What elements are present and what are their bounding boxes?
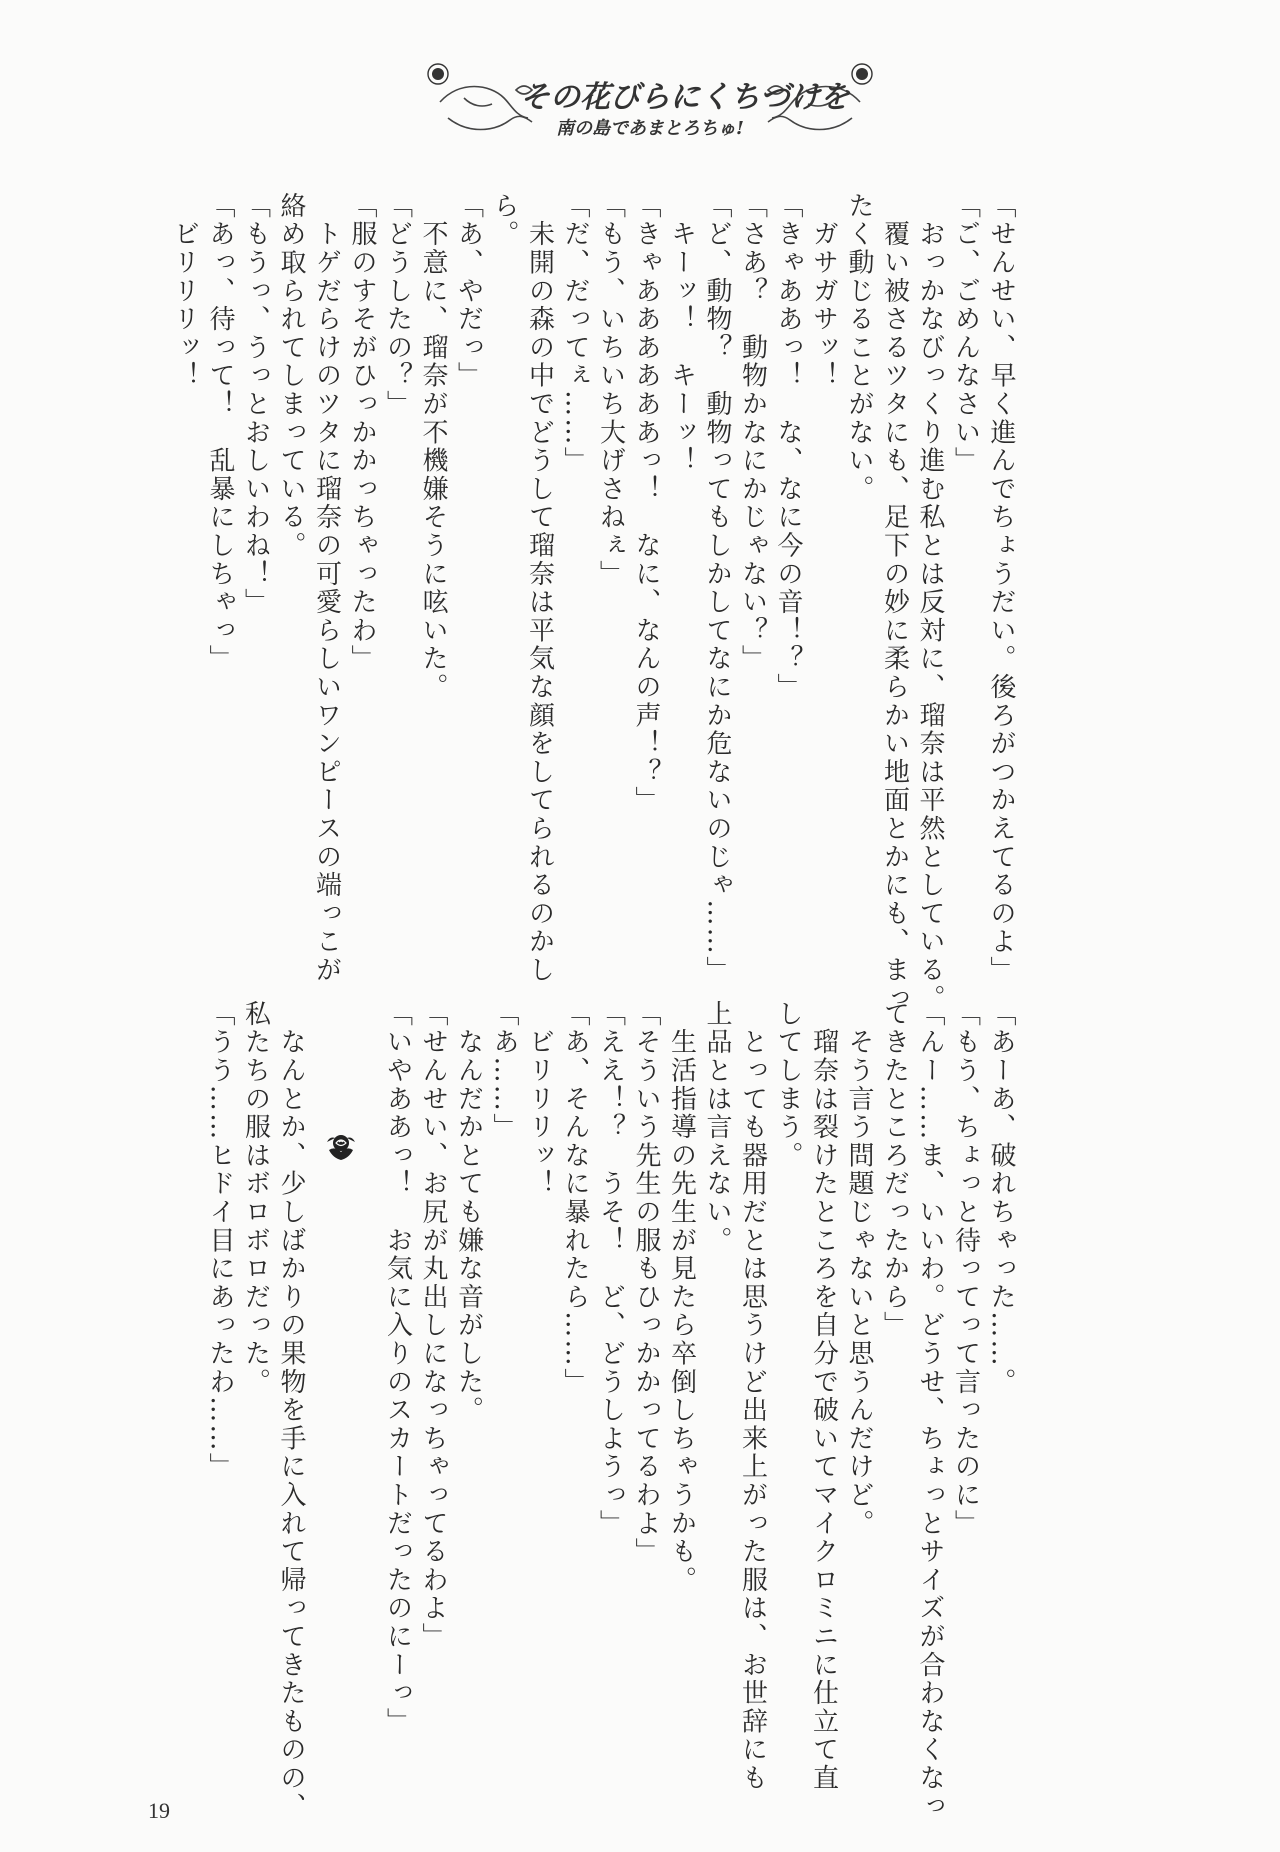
text-line bbox=[344, 1000, 380, 1760]
text-line: 「せんせい、お尻が丸出しになっちゃってるわよ」 bbox=[418, 1000, 448, 1651]
text-line: 不意に、瑠奈が不機嫌そうに呟いた。 bbox=[418, 192, 448, 702]
text-line: ビリリリッ！ bbox=[524, 1000, 555, 1199]
text-line: 「ええ！？ うそ！ ど、どうしようっ」 bbox=[595, 1000, 626, 1538]
text-line: キーッ！ キーッ！ bbox=[666, 192, 697, 475]
text-line bbox=[308, 1000, 344, 1760]
text-line: 私たちの服はボロボロだった。 bbox=[240, 1000, 271, 1397]
text-line: 覆い被さるツタにも、足下の妙に柔らかい地面とかにも、まっ bbox=[879, 192, 910, 1013]
page-number: 19 bbox=[148, 1798, 170, 1823]
text-line: 「あ、やだっ」 bbox=[453, 192, 484, 391]
text-line: ガサガサッ！ bbox=[808, 192, 839, 391]
text-line: 「あーあ、破れちゃった……。 bbox=[986, 1000, 1016, 1397]
text-line: なんだかとても嫌な音がした。 bbox=[453, 1000, 484, 1425]
text-line: てきたところだったから」 bbox=[879, 1000, 910, 1340]
text-line: そう言う問題じゃないと思うんだけど。 bbox=[844, 1000, 874, 1538]
text-line: してしまう。 bbox=[773, 1000, 803, 1170]
rose-ornament-icon bbox=[323, 1128, 359, 1164]
text-line: 生活指導の先生が見たら卒倒しちゃうかも。 bbox=[666, 1000, 697, 1595]
text-line: 「もう、ちょっと待ってって言ったのに」 bbox=[950, 1000, 981, 1538]
text-line: 「そういう先生の服もひっかかってるわよ」 bbox=[631, 1000, 661, 1566]
text-line: 「んー……ま、いいわ。どうせ、ちょっとサイズが合わなくなっ bbox=[915, 1000, 945, 1821]
text-line: 「ど、動物？ 動物ってもしかしてなにか危ないのじゃ……」 bbox=[702, 192, 732, 985]
text-line: 「あ、そんなに暴れたら……」 bbox=[560, 1000, 590, 1397]
text-line: 「だ、だってぇ……」 bbox=[560, 192, 590, 475]
text-line: 「もう、いちいち大げさねぇ」 bbox=[595, 192, 626, 589]
book-subtitle: 南の島であまとろちゅ! bbox=[556, 118, 744, 139]
text-line: とっても器用だとは思うけど出来上がった服は、お世辞にも bbox=[737, 1000, 768, 1793]
text-line: ら。 bbox=[489, 192, 519, 249]
text-line: 「うう……ヒドイ目にあったわ……」 bbox=[205, 1000, 235, 1482]
text-line: 「さあ？ 動物かなにかじゃない？」 bbox=[737, 192, 768, 674]
text-line: 「服のすそがひっかかっちゃったわ」 bbox=[347, 192, 377, 674]
text-line: 「あっ、待って！ 乱暴にしちゃっ」 bbox=[205, 192, 235, 674]
text-line: おっかなびっくり進む私とは反対に、瑠奈は平然としている。 bbox=[915, 192, 945, 1013]
text-line: ビリリリッ！ bbox=[169, 192, 200, 391]
text-line: 「いやああっ！ お気に入りのスカートだったのにーっ」 bbox=[382, 1000, 413, 1736]
text-line: 「せんせい、早く進んでちょうだい。後ろがつかえてるのよ」 bbox=[986, 192, 1016, 985]
text-line: 「もうっ、うっとおしいわね！」 bbox=[240, 192, 271, 617]
text-line: トゲだらけのツタに瑠奈の可愛らしいワンピースの端っこが bbox=[311, 192, 342, 985]
body-text-upper bbox=[169, 192, 1018, 1013]
text-line: 「どうしたの？」 bbox=[382, 192, 413, 419]
text-line: 「きゃああああああっ！ なに、なんの声！？」 bbox=[631, 192, 661, 815]
book-title: その花びらにくちづけを bbox=[520, 80, 850, 115]
text-line: 絡め取られてしまっている。 bbox=[276, 192, 306, 560]
body-text-lower bbox=[205, 1000, 1018, 1821]
running-header bbox=[420, 58, 880, 158]
text-line: たく動じることがない。 bbox=[844, 192, 874, 504]
text-line: 瑠奈は裂けたところを自分で破いてマイクロミニに仕立て直 bbox=[808, 1000, 839, 1793]
text-line: なんとか、少しばかりの果物を手に入れて帰ってきたものの、 bbox=[276, 1000, 306, 1821]
text-line: 上品とは言えない。 bbox=[702, 1000, 732, 1255]
text-line: 「ご、ごめんなさい」 bbox=[950, 192, 981, 475]
text-line: 「あ……」 bbox=[489, 1000, 519, 1142]
text-line: 未開の森の中でどうして瑠奈は平気な顔をしてられるのかし bbox=[524, 192, 555, 985]
text-line: 「きゃああっ！ な、なに今の音！？」 bbox=[773, 192, 803, 702]
